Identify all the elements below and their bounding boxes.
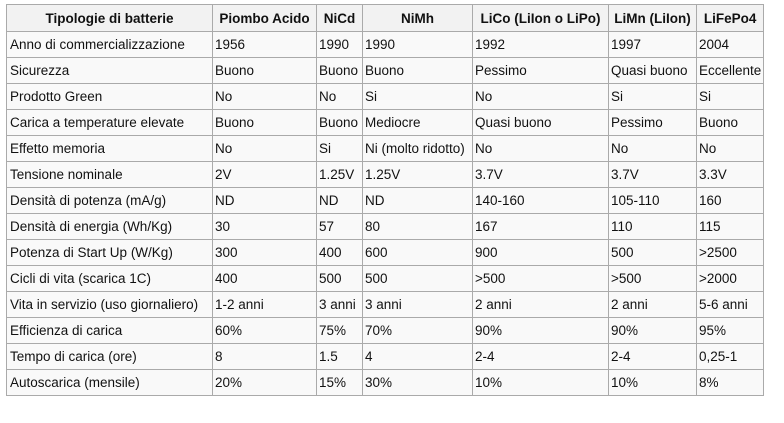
table-cell: >2500 [697, 240, 764, 266]
table-cell: 90% [609, 318, 697, 344]
table-cell: 2V [213, 162, 317, 188]
column-header: LiCo (LiIon o LiPo) [473, 5, 609, 32]
row-label: Sicurezza [7, 58, 213, 84]
table-cell: 167 [473, 214, 609, 240]
table-cell: 400 [213, 266, 317, 292]
table-cell: 1.5 [317, 344, 363, 370]
table-cell: 600 [363, 240, 473, 266]
row-label: Tensione nominale [7, 162, 213, 188]
table-row [7, 188, 764, 214]
table-cell: Si [363, 84, 473, 110]
row-label: Vita in servizio (uso giornaliero) [7, 292, 213, 318]
table-cell: >500 [609, 266, 697, 292]
row-label: Efficienza di carica [7, 318, 213, 344]
table-cell: 105-110 [609, 188, 697, 214]
table-cell: 160 [697, 188, 764, 214]
column-header: Tipologie di batterie [7, 5, 213, 32]
table-cell: Buono [213, 58, 317, 84]
table-row [7, 110, 764, 136]
table-cell: Buono [317, 58, 363, 84]
table-cell: 2-4 [473, 344, 609, 370]
table-cell: 0,25-1 [697, 344, 764, 370]
table-cell: 2004 [697, 32, 764, 58]
table-row [7, 370, 764, 396]
row-label: Carica a temperature elevate [7, 110, 213, 136]
table-cell: 15% [317, 370, 363, 396]
table-row [7, 292, 764, 318]
row-label: Cicli di vita (scarica 1C) [7, 266, 213, 292]
table-cell: 1.25V [317, 162, 363, 188]
table-cell: >500 [473, 266, 609, 292]
table-cell: Ni (molto ridotto) [363, 136, 473, 162]
table-cell: 70% [363, 318, 473, 344]
table-cell: 300 [213, 240, 317, 266]
table-cell: 400 [317, 240, 363, 266]
table-cell: 500 [317, 266, 363, 292]
table-cell: 30% [363, 370, 473, 396]
table-row [7, 58, 764, 84]
table-cell: Quasi buono [609, 58, 697, 84]
table-cell: No [213, 84, 317, 110]
column-header: NiCd [317, 5, 363, 32]
table-cell: No [473, 136, 609, 162]
column-header: NiMh [363, 5, 473, 32]
table-cell: 60% [213, 318, 317, 344]
table-row [7, 162, 764, 188]
battery-comparison-table [6, 4, 764, 396]
table-cell: 500 [363, 266, 473, 292]
table-body [7, 32, 764, 396]
header-row [7, 5, 764, 32]
table-cell: 3 anni [363, 292, 473, 318]
table-row [7, 214, 764, 240]
row-label: Tempo di carica (ore) [7, 344, 213, 370]
table-cell: 75% [317, 318, 363, 344]
table-cell: Pessimo [609, 110, 697, 136]
table-cell: 57 [317, 214, 363, 240]
table-cell: Si [697, 84, 764, 110]
table-cell: Eccellente [697, 58, 764, 84]
table-cell: 10% [609, 370, 697, 396]
table-cell: 4 [363, 344, 473, 370]
table-cell: 140-160 [473, 188, 609, 214]
table-cell: 8% [697, 370, 764, 396]
table-row [7, 344, 764, 370]
table-cell: 2 anni [473, 292, 609, 318]
table-cell: 20% [213, 370, 317, 396]
table-cell: Buono [697, 110, 764, 136]
table-cell: 90% [473, 318, 609, 344]
column-header: LiMn (LiIon) [609, 5, 697, 32]
table-cell: ND [317, 188, 363, 214]
row-label: Autoscarica (mensile) [7, 370, 213, 396]
table-cell: Mediocre [363, 110, 473, 136]
table-cell: Si [317, 136, 363, 162]
table-row [7, 318, 764, 344]
table-cell: No [317, 84, 363, 110]
table-cell: ND [363, 188, 473, 214]
table-cell: 30 [213, 214, 317, 240]
table-cell: 1990 [363, 32, 473, 58]
table-cell: 2 anni [609, 292, 697, 318]
table-cell: 900 [473, 240, 609, 266]
row-label: Prodotto Green [7, 84, 213, 110]
table-cell: 1956 [213, 32, 317, 58]
row-label: Effetto memoria [7, 136, 213, 162]
table-row [7, 240, 764, 266]
table-cell: Buono [317, 110, 363, 136]
row-label: Densità di energia (Wh/Kg) [7, 214, 213, 240]
table-row [7, 136, 764, 162]
table-row [7, 266, 764, 292]
table-cell: 1990 [317, 32, 363, 58]
table-cell: 500 [609, 240, 697, 266]
table-cell: Quasi buono [473, 110, 609, 136]
table-cell: 115 [697, 214, 764, 240]
table-cell: 1992 [473, 32, 609, 58]
table-cell: 1.25V [363, 162, 473, 188]
table-cell: No [609, 136, 697, 162]
table-cell: 3.7V [609, 162, 697, 188]
table-cell: Pessimo [473, 58, 609, 84]
table-cell: 5-6 anni [697, 292, 764, 318]
table-cell: 3.7V [473, 162, 609, 188]
column-header: Piombo Acido [213, 5, 317, 32]
table-cell: 3.3V [697, 162, 764, 188]
table-cell: Si [609, 84, 697, 110]
table-cell: 8 [213, 344, 317, 370]
table-row [7, 84, 764, 110]
row-label: Potenza di Start Up (W/Kg) [7, 240, 213, 266]
table-cell: ND [213, 188, 317, 214]
table-cell: Buono [363, 58, 473, 84]
table-cell: 1997 [609, 32, 697, 58]
table-cell: 1-2 anni [213, 292, 317, 318]
table-cell: 95% [697, 318, 764, 344]
table-cell: No [473, 84, 609, 110]
table-row [7, 32, 764, 58]
row-label: Anno di commercializzazione [7, 32, 213, 58]
row-label: Densità di potenza (mA/g) [7, 188, 213, 214]
table-cell: 10% [473, 370, 609, 396]
table-cell: 3 anni [317, 292, 363, 318]
table-cell: Buono [213, 110, 317, 136]
table-cell: No [213, 136, 317, 162]
table-cell: No [697, 136, 764, 162]
column-header: LiFePo4 [697, 5, 764, 32]
table-cell: >2000 [697, 266, 764, 292]
table-cell: 2-4 [609, 344, 697, 370]
table-cell: 80 [363, 214, 473, 240]
table-cell: 110 [609, 214, 697, 240]
